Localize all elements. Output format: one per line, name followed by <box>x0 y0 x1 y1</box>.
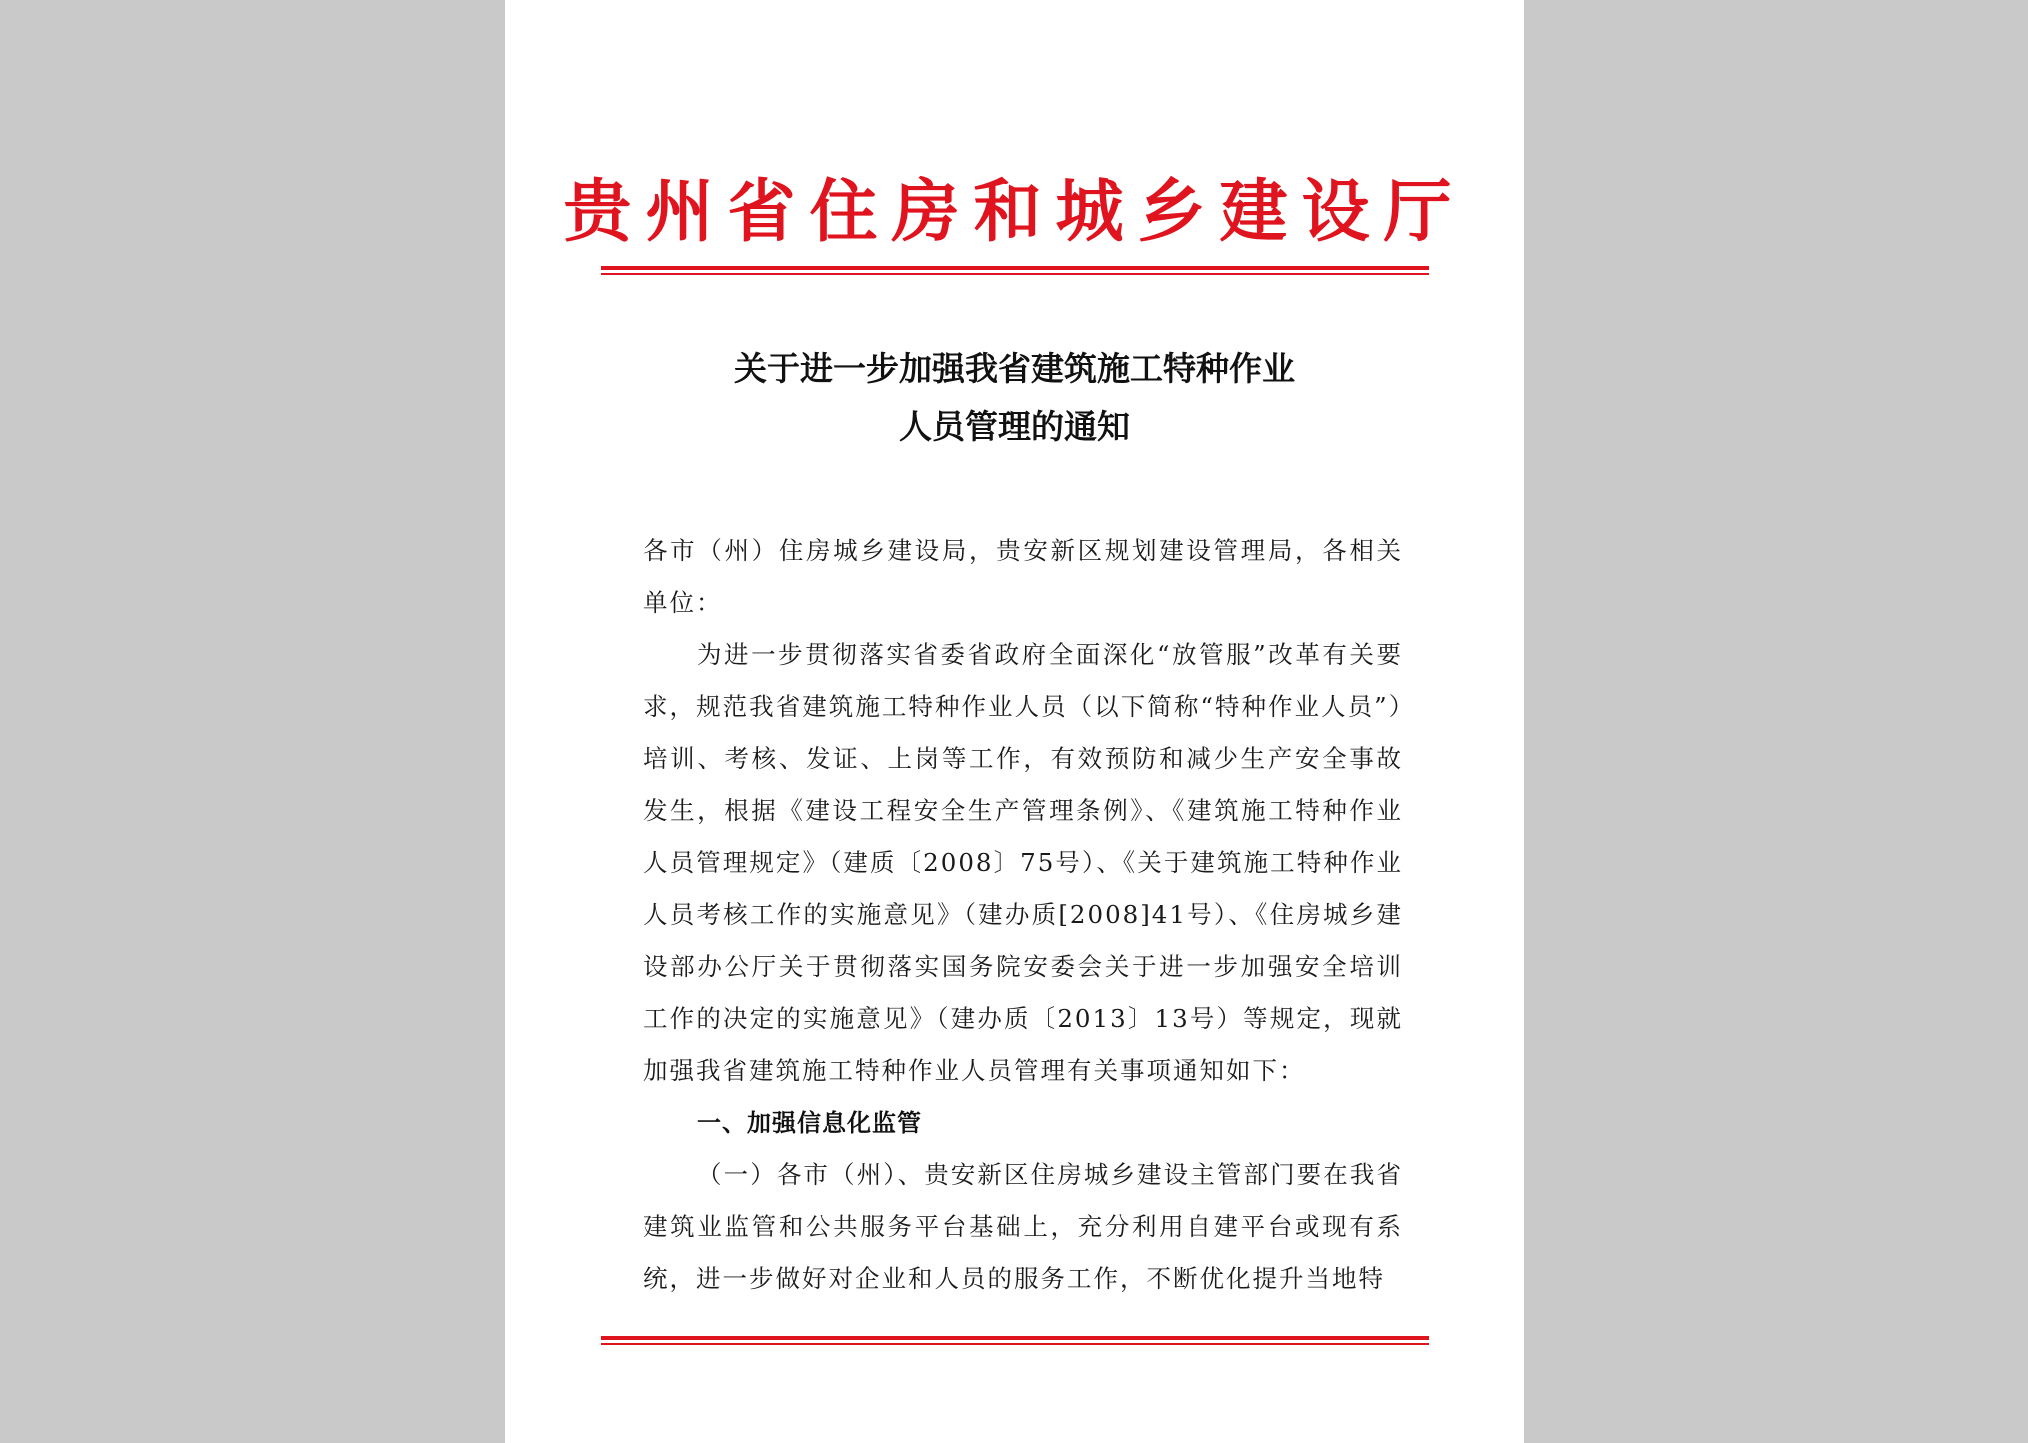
document-page <box>505 0 1524 1443</box>
document-title-line2: 人员管理的通知 <box>899 407 1130 446</box>
header-red-rule <box>601 266 1429 275</box>
rule-thin-line <box>601 1343 1429 1345</box>
rule-thick-line <box>601 1336 1429 1340</box>
body-paragraph-intro: 为进一步贯彻落实省委省政府全面深化“放管服”改革有关要求，规范我省建筑施工特种作业人员（以下简称“特种作业人员”）培训、考核、发证、上岗等工作，有效预防和减少生产安全事故发生，根据《建设工程安全生产管理条例》、《建筑施工特种作业人员管理规定》（建质〔2008〕75号）、《关于建筑施工特种作业人员考核工作的实施意见》（建办质[2008]41号）、《住房城乡建设部办公厅关于贯彻落实国务院安委会关于进一步加强安全培训工作的决定的实施意见》（建办质〔2013〕13号）等规定，现就加强我省建筑施工特种作业人员管理有关事项通知如下： <box>643 640 1403 1085</box>
footer-red-rule <box>601 1336 1429 1345</box>
body-paragraph-1: （一）各市（州）、贵安新区住房城乡建设主管部门要在我省建筑业监管和公共服务平台基础上，充分利用自建平台或现有系统，进一步做好对企业和人员的服务工作，不断优化提升当地特 <box>643 1160 1403 1293</box>
document-title <box>505 340 1524 456</box>
rule-thin-line <box>601 273 1429 275</box>
section-heading: 一、加强信息化监管 <box>697 1109 922 1137</box>
document-body <box>643 525 1403 1305</box>
document-title-line1: 关于进一步加强我省建筑施工特种作业 <box>734 349 1295 388</box>
rule-thick-line <box>601 266 1429 270</box>
addressee-line: 各市（州）住房城乡建设局，贵安新区规划建设管理局，各相关单位： <box>643 536 1403 617</box>
issuing-authority-header: 贵州省住房和城乡建设厅 <box>563 173 1466 252</box>
